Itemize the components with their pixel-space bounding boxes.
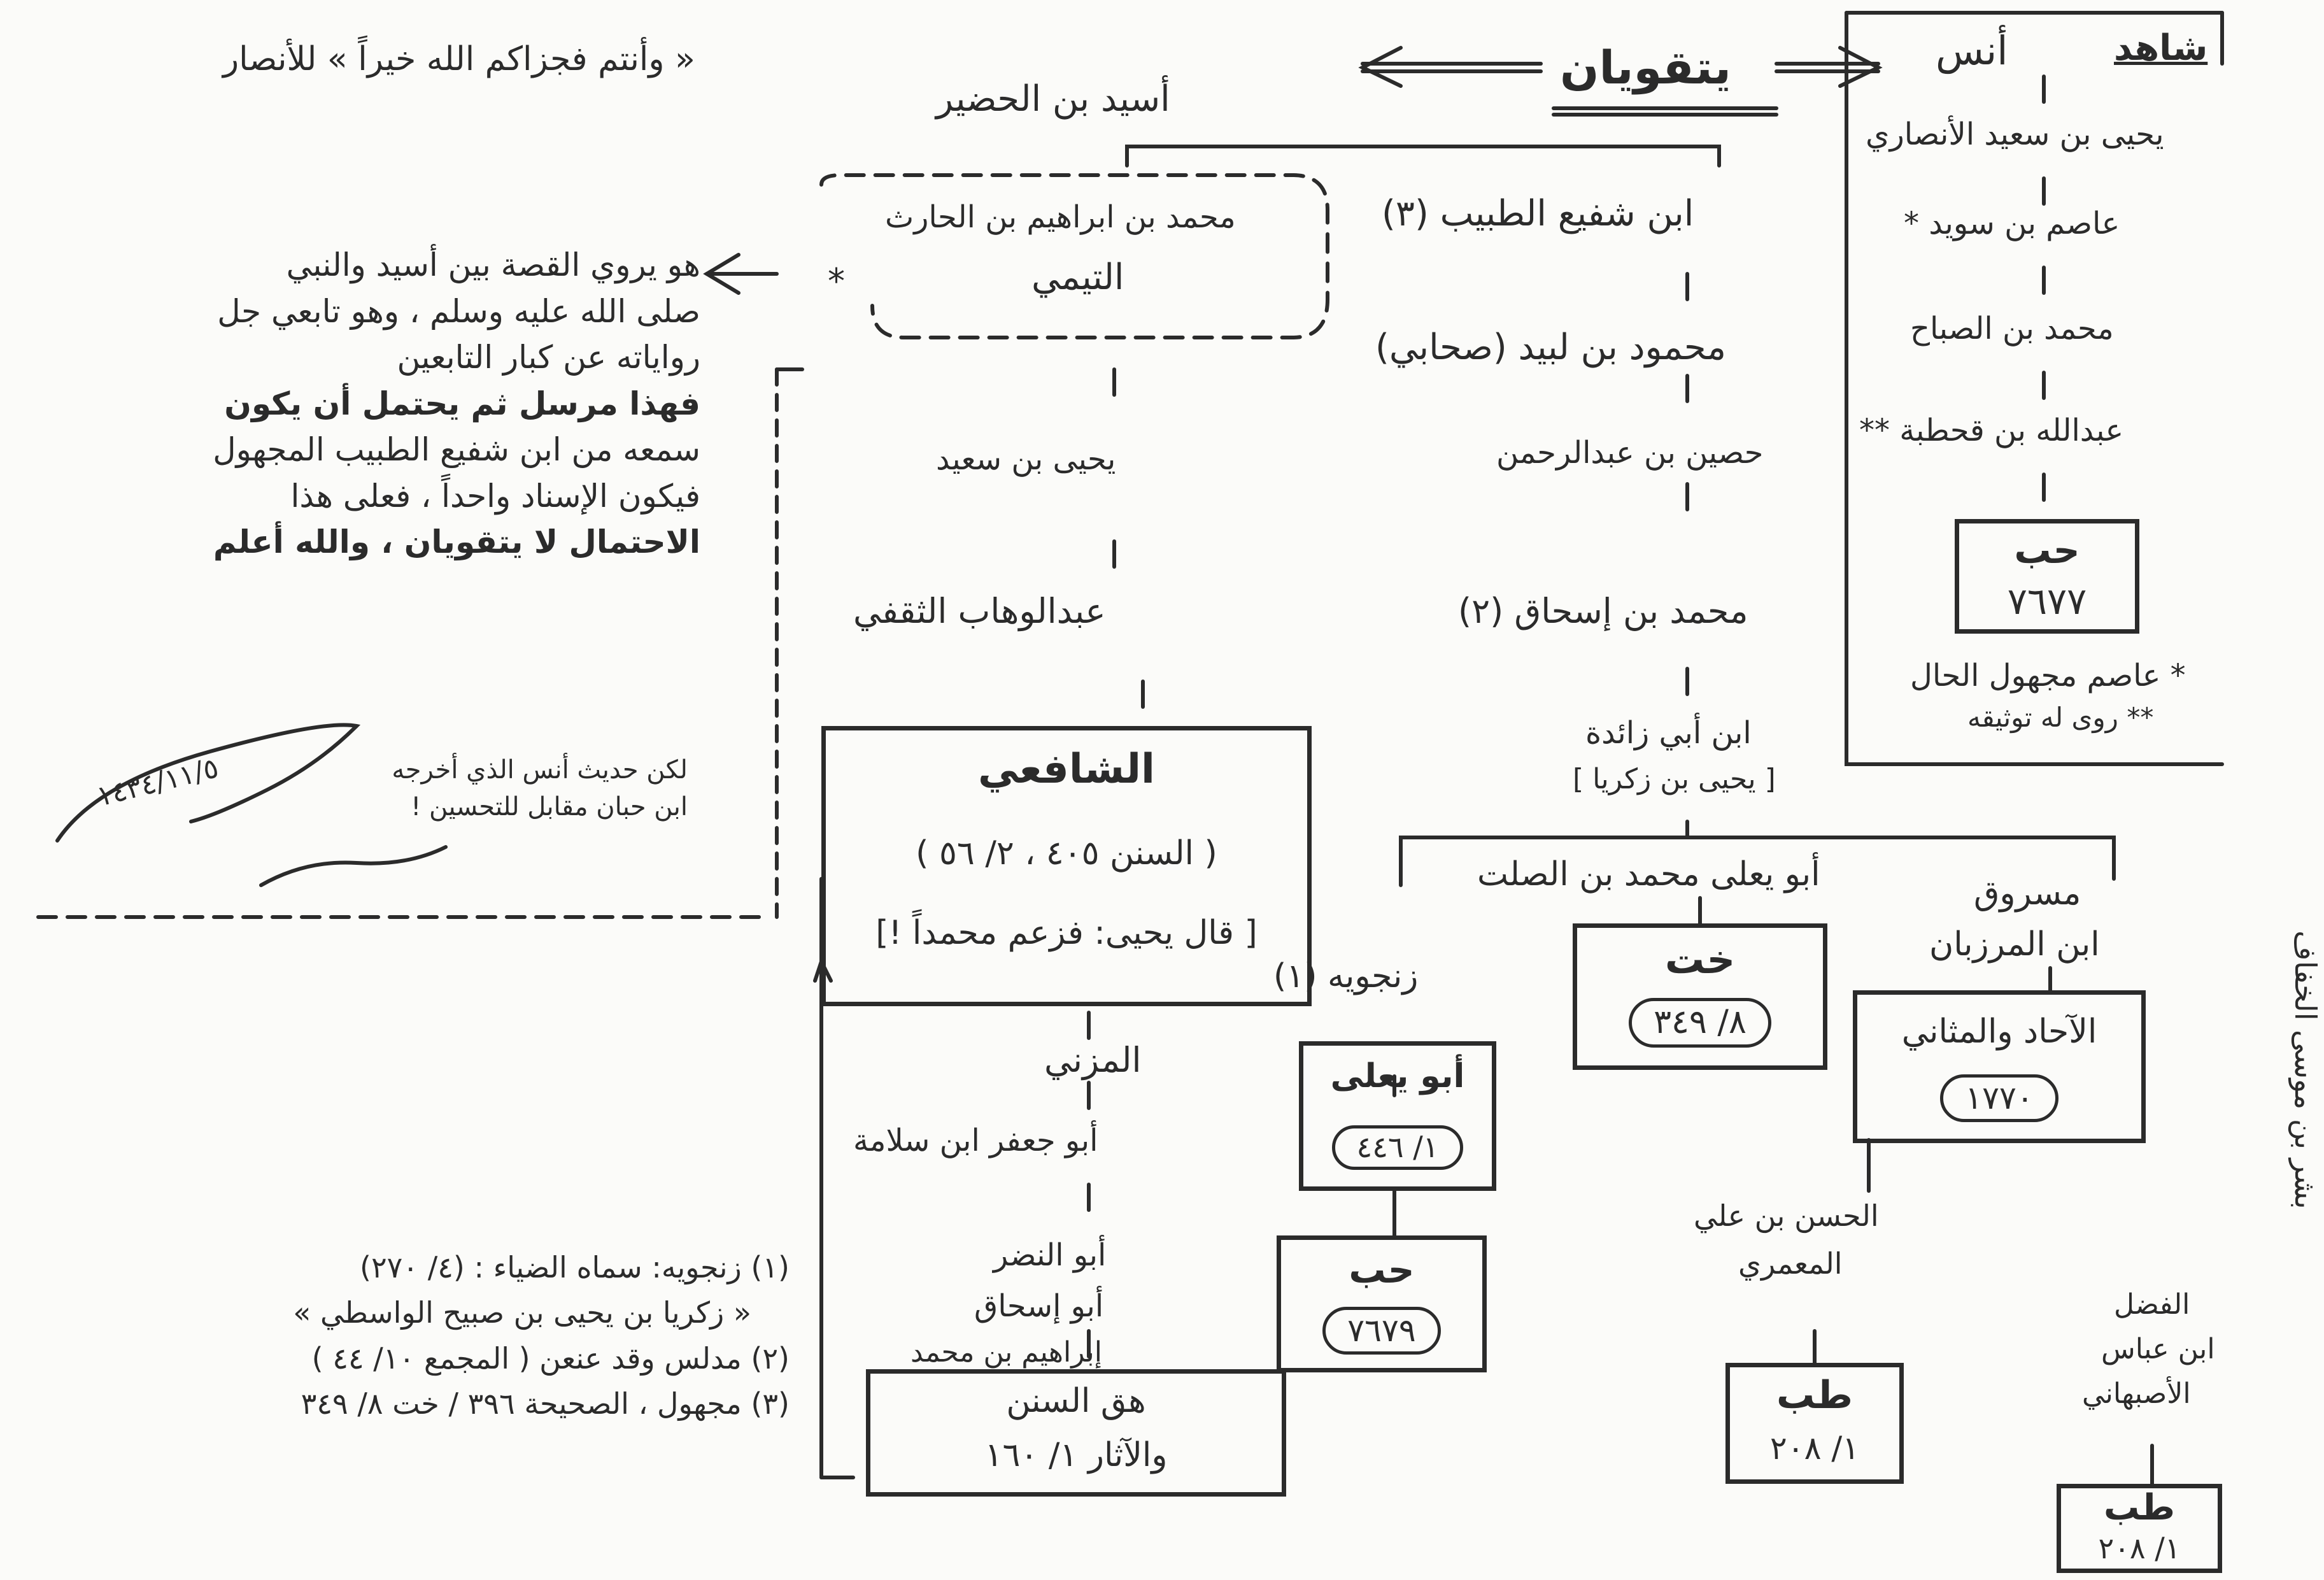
commentary-block: [76, 242, 700, 566]
fadl-line-3: الأصبهاني: [2082, 1377, 2191, 1410]
sunan-athar-title: هق السنن: [1006, 1382, 1146, 1420]
left-below-1: المزني: [1044, 1040, 1142, 1080]
fadl-line-1: الفضل: [2114, 1288, 2190, 1321]
header-quote: « وأنتم فجزاكم الله خيراً » للأنصار: [223, 40, 695, 78]
commentary-line-1: هو يروي القصة بين أسيد والنبي: [286, 246, 700, 283]
right-node-6: [ يحيى بن زكريا ]: [1573, 763, 1776, 795]
origin-line-1: محمد بن ابراهيم بن الحارث: [885, 199, 1236, 235]
footnote-1b: « زكريا بن يحيى بن صبيح الواسطي »: [293, 1295, 751, 1330]
right-node-5: ابن أبي زائدة: [1585, 715, 1752, 751]
shafii-sunan-ref: ( السنن ٤٠٥ ، ٢/ ٥٦ ): [916, 834, 1217, 872]
khat-box-num-oval: ٨/ ٣٤٩: [1629, 998, 1771, 1048]
right-node-2: محمود بن لبيد (صحابي): [1375, 327, 1726, 368]
sunan-athar-box: [866, 1369, 1286, 1497]
usayd-name: أسيد بن الحضير: [936, 78, 1170, 120]
hb-box-title: حب: [1349, 1248, 1415, 1292]
hb-box: [1277, 1235, 1487, 1372]
masruq-line-1: مسروق: [1974, 874, 2081, 913]
witness-box-num: ٧٦٧٧: [2007, 580, 2087, 623]
abu-yala-box: [1299, 1041, 1496, 1191]
witness-node-1: يحيى بن سعيد الأنصاري: [1866, 117, 2164, 152]
witness-source-box: [1955, 519, 2139, 634]
ahad-box-title: الآحاد والمثاني: [1901, 1013, 2097, 1051]
footnote-3: (٣) مجهول ، الصحيحة ٣٩٦ / خت ٨/ ٣٤٩: [301, 1386, 790, 1421]
ahad-box-num: [1857, 1074, 2141, 1122]
commentary-line-2: صلى الله عليه وسلم ، وهو تابعي جل: [217, 292, 700, 330]
tab-box: [1725, 1363, 1904, 1484]
footnotes: [13, 1245, 790, 1427]
hasan-line-1: الحسن بن علي: [1694, 1199, 1879, 1233]
ahad-box: [1853, 990, 2146, 1143]
khat-box-title: خت: [1664, 936, 1736, 983]
zanjawayh-label: زنجويه (١): [1273, 957, 1419, 995]
commentary-line-6: فيكون الإسناد واحداً ، فعلى هذا: [290, 477, 700, 515]
left-below-4: أبو إسحاق: [974, 1288, 1104, 1324]
witness-box-top: حب: [2014, 529, 2080, 572]
left-node-1: يحيى بن سعيد: [936, 441, 1116, 477]
side-note-line-1: لكن حديث أنس الذي أخرجه: [392, 755, 688, 785]
commentary-date: ١٤٣٤/١١/٥: [93, 751, 222, 813]
sunan-athar-ref: والآثار ١/ ١٦٠: [984, 1436, 1168, 1474]
ahad-box-num-oval: ١٧٧٠: [1940, 1074, 2058, 1122]
witness-note-1: * عاصم مجهول الحال: [1910, 658, 2186, 694]
left-below-5: إبراهيم بن محمد: [910, 1336, 1102, 1369]
khat-box: [1573, 923, 1827, 1070]
right-node-3: حصين بن عبدالرحمن: [1496, 435, 1764, 471]
witness-node-4: عبدالله بن قحطبة **: [1859, 413, 2124, 448]
tab2-box-num: ١/ ٢٠٨: [2098, 1531, 2181, 1565]
left-below-3: أبو النضر: [993, 1237, 1107, 1273]
commentary-line-3: رواياته عن كبار التابعين: [397, 339, 700, 376]
commentary-line-7: الاحتمال لا يتقويان ، والله أعلم: [213, 523, 700, 560]
strengthen-label: يتقويان: [1560, 41, 1731, 94]
tab2-box: [2057, 1484, 2222, 1573]
shafii-box: [821, 726, 1312, 1006]
abu-yala-box-num: [1303, 1125, 1492, 1170]
abu-yala-box-num-oval: ١/ ٤٤٦: [1332, 1125, 1464, 1170]
witness-node-2: عاصم بن سويد *: [1904, 206, 2120, 241]
side-note: [331, 751, 688, 825]
hb-box-num-oval: ٧٦٧٩: [1322, 1307, 1440, 1355]
masruq-line-2: ابن المرزبان: [1929, 925, 2100, 964]
witness-label: شاهد: [2114, 27, 2208, 69]
khat-box-num: [1577, 998, 1823, 1048]
shafii-yahya-quote: [ قال يحيى: فزعم محمداً !]: [875, 914, 1258, 952]
footnote-1: (١) زنجويه: سماه الضياء : (٤/ ٢٧٠): [360, 1250, 790, 1285]
anas-name: أنس: [1936, 27, 2008, 74]
shafii-title: الشافعي: [978, 746, 1155, 793]
origin-line-2: التيمي: [1031, 257, 1124, 298]
left-node-2: عبدالوهاب الثقفي: [853, 591, 1106, 631]
witness-node-3: محمد بن الصباح: [1910, 311, 2114, 346]
footnote-2: (٢) مدلس وقد عنعن ( المجمع ١٠/ ٤٤ ): [311, 1341, 790, 1376]
witness-note-2: ** روى له توثيقه: [1967, 702, 2154, 733]
commentary-line-4: فهذا مرسل ثم يحتمل أن يكون: [224, 385, 700, 422]
bishr-vertical-label: بشر بن موسى الخفاف: [2288, 930, 2323, 1209]
side-note-line-2: ابن حبان مقابل للتحسين !: [411, 792, 688, 822]
right-node-1: ابن شفيع الطبيب (٣): [1382, 193, 1694, 234]
fadl-line-2: ابن عباس: [2101, 1333, 2215, 1365]
hasan-line-2: المعمري: [1738, 1246, 1843, 1281]
tab2-box-title: طب: [2103, 1487, 2176, 1528]
origin-star-icon: *: [828, 261, 845, 301]
hb-box-num: [1281, 1307, 1482, 1355]
abu-yala-salt-label: أبو يعلى محمد بن الصلت: [1477, 855, 1820, 893]
tab-box-num: ١/ ٢٠٨: [1769, 1430, 1860, 1467]
abu-yala-box-title: أبو يعلى: [1330, 1057, 1465, 1095]
right-node-4: محمد بن إسحاق (٢): [1458, 591, 1748, 631]
tab-box-title: طب: [1776, 1373, 1853, 1418]
left-below-2: أبو جعفر ابن سلامة: [853, 1123, 1098, 1158]
commentary-line-5: سمعه من ابن شفيع الطبيب المجهول: [213, 431, 700, 468]
